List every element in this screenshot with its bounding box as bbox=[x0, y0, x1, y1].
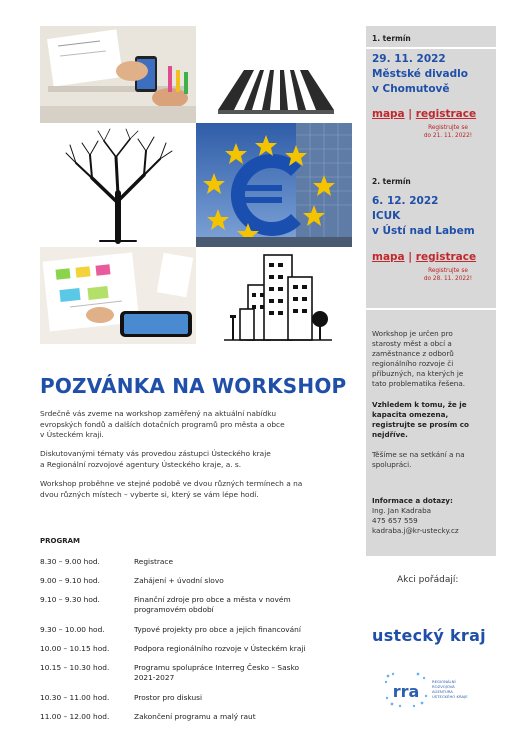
contact-heading: Informace a dotazy: bbox=[372, 496, 453, 505]
format-paragraph bbox=[40, 479, 355, 500]
audience-line: zaměstnance z odborů bbox=[372, 349, 454, 358]
term1-note-line2: do 21. 11. 2022! bbox=[423, 133, 473, 139]
term1-date: 29. 11. 2022 bbox=[372, 53, 446, 65]
program-time: 8.30 – 9.00 hod. bbox=[40, 557, 100, 566]
city-buildings-illustration bbox=[196, 247, 352, 344]
rra-text-line: ÚSTECKÉHO KRAJE bbox=[432, 694, 468, 699]
program-heading: PROGRAM bbox=[40, 537, 80, 545]
term1-venue-line2: v Chomutově bbox=[372, 83, 450, 95]
program-item bbox=[134, 576, 349, 586]
capacity-line: nejdříve. bbox=[372, 430, 408, 439]
program-item bbox=[134, 693, 349, 703]
program-time: 10.00 – 10.15 hod. bbox=[40, 644, 110, 653]
program-item-line: Registrace bbox=[134, 557, 174, 566]
program-item-line: Finanční zdroje pro obce a města v novém bbox=[134, 595, 291, 604]
term1-link-separator: | bbox=[408, 108, 413, 120]
program-item-line: Programu spolupráce Interreg Česko – Sasko bbox=[134, 663, 300, 672]
term2-deadline-note bbox=[406, 267, 490, 283]
intro-line: Srdečně vás zveme na workshop zaměřený na aktuální nabídku bbox=[40, 409, 277, 418]
program-item bbox=[134, 625, 349, 635]
speakers-line: Diskutovanými tématy vás provedou zástupci Ústeckého kraje bbox=[40, 449, 271, 458]
rra-text-line: AGENTURA bbox=[432, 689, 453, 694]
program-item-line: Typové projekty pro obce a jejich financování bbox=[134, 625, 301, 634]
program-item-line: 2021-2027 bbox=[134, 673, 175, 682]
term1-label: 1. termín bbox=[372, 34, 411, 43]
welcome-line: spolupráci. bbox=[372, 460, 412, 469]
program-time: 9.30 – 10.00 hod. bbox=[40, 625, 105, 634]
notebook-phone-photo bbox=[40, 247, 196, 344]
contact-name: Ing. Jan Kadraba bbox=[372, 506, 432, 515]
intro-line: evropských fondů a dalších dotačních programů pro města a obce bbox=[40, 419, 285, 429]
audience-line: tato problematika řešena. bbox=[372, 379, 466, 388]
term2-link-separator: | bbox=[408, 251, 413, 263]
program-item bbox=[134, 663, 349, 683]
tree-illustration bbox=[40, 123, 196, 247]
rra-logo-text bbox=[432, 679, 482, 699]
term1-note-line1: Registrujte se bbox=[428, 125, 468, 131]
term2-note-line1: Registrujte se bbox=[428, 268, 468, 274]
capacity-line: registrujte se prosím co bbox=[372, 420, 469, 429]
capacity-line: Vzhledem k tomu, že je bbox=[372, 400, 467, 409]
term1-links bbox=[372, 108, 476, 120]
term2-venue-line2: v Ústí nad Labem bbox=[372, 225, 475, 237]
ustecky-kraj-logo: ustecký kraj bbox=[372, 626, 486, 645]
program-item bbox=[134, 712, 349, 722]
term2-links bbox=[372, 251, 476, 263]
program-time: 9.00 – 9.10 hod. bbox=[40, 576, 100, 585]
term2-register-link[interactable]: registrace bbox=[415, 251, 477, 263]
program-item-line: Zakončení programu a malý raut bbox=[134, 712, 256, 721]
program-item-line: Prostor pro diskusi bbox=[134, 693, 203, 702]
term2-date: 6. 12. 2022 bbox=[372, 195, 439, 207]
welcome-line: Těšíme se na setkání a na bbox=[372, 450, 465, 459]
contact-email[interactable]: kadraba.j@kr-ustecky.cz bbox=[372, 526, 459, 535]
photo-desk-hands bbox=[40, 26, 196, 123]
speakers-paragraph bbox=[40, 449, 355, 470]
term2-map-link[interactable]: mapa bbox=[372, 251, 405, 263]
audience-line: příbuzných, na kterých je bbox=[372, 369, 464, 378]
program-time: 9.10 – 9.30 hod. bbox=[40, 595, 100, 604]
speakers-line: a Regionální rozvojové agentury Ústeckého kraje, a. s. bbox=[40, 459, 242, 469]
term2-venue-line1: ICUK bbox=[372, 210, 401, 222]
program-time: 11.00 – 12.00 hod. bbox=[40, 712, 110, 721]
program-item-line: Podpora regionálního rozvoje v Ústeckém kraji bbox=[134, 644, 306, 653]
program-item bbox=[134, 557, 349, 567]
capacity-notice bbox=[372, 400, 494, 440]
contact-phone: 475 657 559 bbox=[372, 516, 418, 525]
audience-line: Workshop je určen pro bbox=[372, 329, 453, 338]
format-line: Workshop proběhne ve stejné podobě ve dvou různých termínech a na bbox=[40, 479, 303, 488]
contact-block bbox=[372, 496, 494, 536]
program-time: 10.30 – 11.00 hod. bbox=[40, 693, 110, 702]
capacity-line: kapacita omezena, bbox=[372, 410, 449, 419]
term2-label: 2. termín bbox=[372, 177, 411, 186]
audience-line: regionálního rozvoje či bbox=[372, 359, 454, 368]
euro-sculpture-photo bbox=[196, 123, 352, 247]
event-sidebar bbox=[366, 26, 496, 556]
program-item-line: programovém období bbox=[134, 605, 214, 614]
intro-line: v Ústeckém kraji. bbox=[40, 430, 104, 439]
rra-mark-text: rra bbox=[392, 682, 420, 701]
target-audience-text bbox=[372, 329, 494, 389]
term1-register-link[interactable]: registrace bbox=[415, 108, 477, 120]
term1-map-link[interactable]: mapa bbox=[372, 108, 405, 120]
format-line: dvou různých místech – vyberte si, který se vám lépe hodí. bbox=[40, 489, 259, 499]
audience-line: starosty měst a obcí a bbox=[372, 339, 452, 348]
rra-logo-mark bbox=[384, 672, 428, 708]
organizers-label: Akci pořádají: bbox=[397, 575, 459, 585]
program-item bbox=[134, 595, 349, 615]
welcome-text bbox=[372, 450, 494, 470]
sidebar-divider bbox=[366, 308, 496, 310]
sidebar-divider bbox=[366, 47, 496, 49]
term1-venue-line1: Městské divadlo bbox=[372, 68, 468, 80]
intro-paragraph bbox=[40, 409, 355, 441]
term2-note-line2: do 28. 11. 2022! bbox=[423, 276, 473, 282]
program-time: 10.15 – 10.30 hod. bbox=[40, 663, 110, 672]
crosswalk-illustration bbox=[196, 26, 352, 123]
program-item-line: Zahájení + úvodní slovo bbox=[134, 576, 224, 585]
page-title: POZVÁNKA NA WORKSHOP bbox=[40, 374, 347, 398]
term1-deadline-note bbox=[406, 124, 490, 140]
rra-text-line: REGIONÁLNÍ bbox=[432, 679, 456, 684]
program-item bbox=[134, 644, 349, 654]
rra-text-line: ROZVOJOVÁ bbox=[432, 684, 455, 689]
